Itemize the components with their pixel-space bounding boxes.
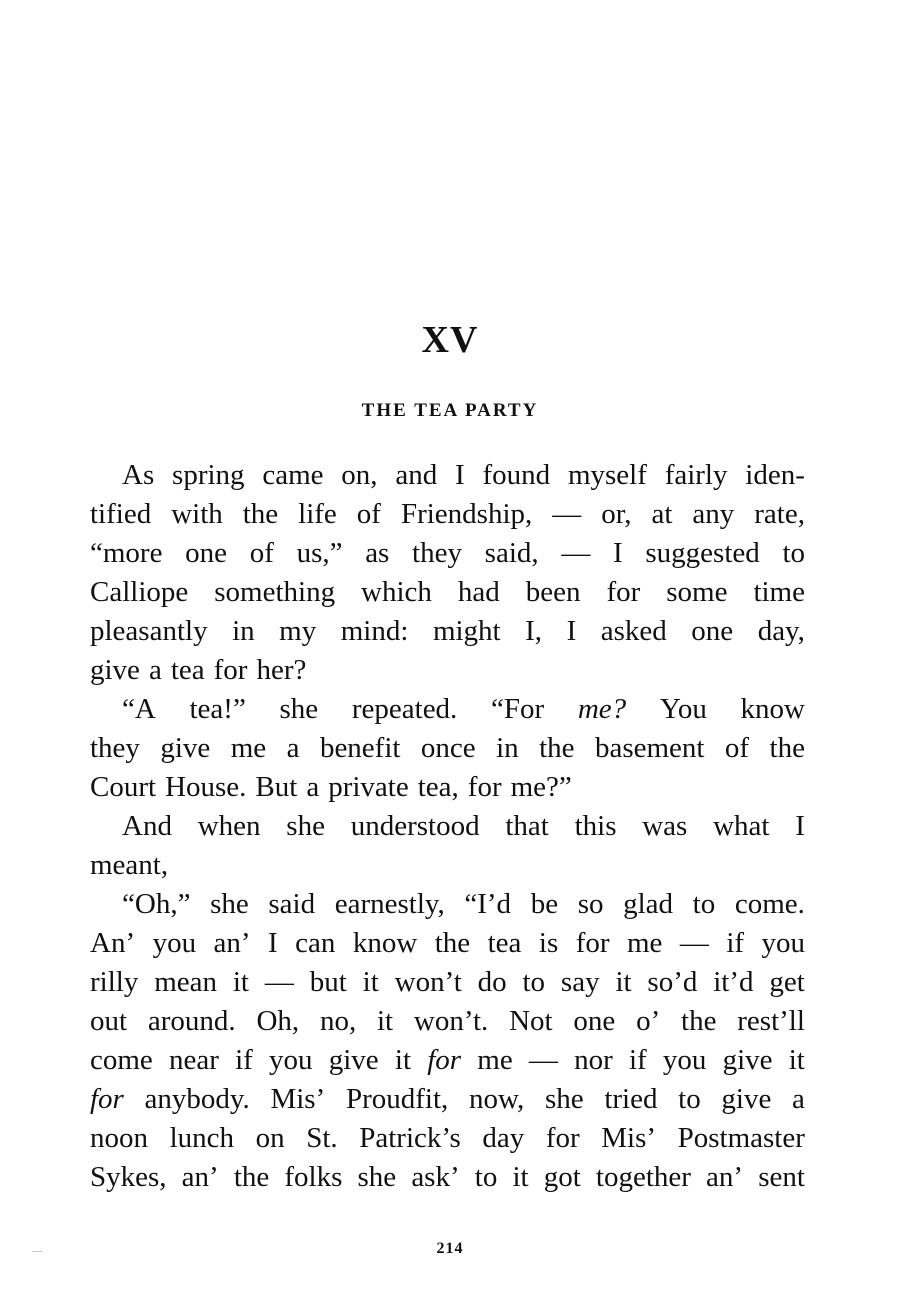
word: — [679, 927, 709, 959]
word: in [496, 732, 519, 764]
word: said [268, 888, 316, 920]
word: tea [170, 654, 205, 686]
word: the [769, 732, 805, 764]
word: us,” [296, 537, 343, 569]
word: in [232, 615, 255, 647]
word: me? [577, 693, 627, 725]
word: — [552, 498, 582, 530]
word: o’ [636, 1005, 661, 1037]
word: I [566, 615, 577, 647]
word: you [761, 927, 805, 959]
word: meant, [90, 849, 169, 881]
word: had [457, 576, 500, 608]
word: “A [122, 693, 156, 725]
word: out [90, 1005, 128, 1037]
word: a [286, 732, 300, 764]
word: once [420, 732, 476, 764]
word: I [268, 927, 278, 959]
word: day, [757, 615, 805, 647]
word: that [505, 810, 549, 842]
word: to [474, 1161, 498, 1193]
word: can [295, 927, 336, 959]
text-line [90, 885, 805, 924]
word: a [148, 654, 162, 686]
word: for [90, 1083, 124, 1115]
text-line [90, 534, 805, 573]
word: some [666, 576, 728, 608]
word: noon [90, 1122, 148, 1154]
word: near [169, 1044, 219, 1076]
word: of [356, 498, 381, 530]
word: she [279, 693, 319, 725]
word: suggested [645, 537, 760, 569]
word: the [242, 498, 279, 530]
word: it [394, 1044, 412, 1076]
word: “Oh,” [122, 888, 191, 920]
word: as [365, 537, 390, 569]
word: got [543, 1161, 581, 1193]
word: private [328, 771, 409, 803]
word: a [792, 1083, 805, 1115]
word: to [782, 537, 805, 569]
word: me?” [510, 771, 572, 803]
text-line [90, 690, 805, 729]
word: basement [594, 732, 705, 764]
word: rest’ll [737, 1005, 805, 1037]
word: it [788, 1044, 805, 1076]
word: — [264, 966, 294, 998]
word: get [769, 966, 805, 998]
word: if [726, 927, 745, 959]
word: the [681, 1005, 717, 1037]
word: it [376, 1005, 394, 1037]
word: on [255, 1122, 285, 1154]
word: ask’ [411, 1161, 460, 1193]
word: come [90, 1044, 153, 1076]
word: St. [306, 1122, 338, 1154]
word: or, [601, 498, 632, 530]
word: my [279, 615, 317, 647]
word: me [626, 927, 663, 959]
word: know [352, 927, 418, 959]
word: nor [574, 1044, 613, 1076]
text-line [90, 1080, 805, 1119]
word: now, [468, 1083, 525, 1115]
scan-edge-mark [32, 1251, 42, 1252]
word: to [522, 966, 546, 998]
word: fairly [664, 459, 728, 491]
text-line [90, 651, 805, 690]
word: tea, [417, 771, 459, 803]
chapter-title: THE TEA PARTY [361, 400, 539, 421]
word: an’ [181, 1161, 219, 1193]
word: time [753, 576, 805, 608]
word: came [262, 459, 324, 491]
word: for [427, 1044, 462, 1076]
word: one [185, 537, 228, 569]
word: an’ [213, 927, 251, 959]
word: rilly [90, 966, 139, 998]
chapter-number: XV [421, 319, 479, 361]
word: been [525, 576, 581, 608]
word: give [721, 1083, 772, 1115]
text-line [90, 924, 805, 963]
text-line [90, 612, 805, 651]
word: it [362, 966, 379, 998]
word: on, [341, 459, 378, 491]
word: won’t [394, 966, 462, 998]
word: earnestly, [334, 888, 445, 920]
word: you [662, 1044, 707, 1076]
word: And [122, 810, 172, 842]
word: for [575, 927, 610, 959]
word: at [651, 498, 673, 530]
word: mean [154, 966, 218, 998]
word: of [724, 732, 750, 764]
word: Mis’ [601, 1122, 657, 1154]
word: give [722, 1044, 773, 1076]
word: if [235, 1044, 253, 1076]
word: I [613, 537, 623, 569]
word: the [233, 1161, 270, 1193]
word: it [512, 1161, 529, 1193]
text-line [90, 456, 805, 495]
word: You [659, 693, 707, 725]
word: day [482, 1122, 525, 1154]
word: — [561, 537, 591, 569]
text-line [90, 1119, 805, 1158]
word: As [122, 459, 155, 491]
word: glad [623, 888, 674, 920]
word: say [560, 966, 600, 998]
word: an’ [706, 1161, 744, 1193]
word: what [713, 810, 770, 842]
word: they [412, 537, 462, 569]
word: mind: [340, 615, 409, 647]
word: pleasantly [90, 615, 208, 647]
word: — [528, 1044, 558, 1076]
text-line [90, 768, 805, 807]
word: any [692, 498, 735, 530]
word: for [467, 771, 502, 803]
word: repeated. [351, 693, 458, 725]
word: her? [256, 654, 307, 686]
word: iden- [745, 459, 805, 491]
word: said, [484, 537, 539, 569]
word: But [255, 771, 298, 803]
word: it [615, 966, 632, 998]
word: but [309, 966, 347, 998]
word: one [573, 1005, 616, 1037]
word: she [286, 810, 325, 842]
word: asked [600, 615, 667, 647]
text-line [90, 807, 805, 846]
word: understood [350, 810, 480, 842]
word: give [328, 1044, 379, 1076]
word: “I’d [464, 888, 512, 920]
word: “more [90, 537, 163, 569]
word: they [90, 732, 140, 764]
word: know [740, 693, 805, 725]
word: this [574, 810, 617, 842]
word: found [482, 459, 551, 491]
word: Postmaster [677, 1122, 805, 1154]
word: when [197, 810, 261, 842]
word: come. [734, 888, 805, 920]
word: it’d [713, 966, 754, 998]
word: tified [90, 498, 152, 530]
text-line [90, 846, 805, 885]
word: Oh, [256, 1005, 300, 1037]
word: you [269, 1044, 313, 1076]
text-line [90, 1158, 805, 1197]
word: tea!” [189, 693, 246, 725]
word: to [678, 1083, 701, 1115]
body-text [90, 456, 805, 1197]
word: sent [758, 1161, 805, 1193]
word: the [434, 927, 471, 959]
word: tea [487, 927, 522, 959]
word: something [214, 576, 336, 608]
word: if [628, 1044, 647, 1076]
text-line [90, 573, 805, 612]
text-line [90, 1041, 805, 1080]
word: I, [525, 615, 543, 647]
word: Not [509, 1005, 553, 1037]
word: you [152, 927, 197, 959]
word: is [538, 927, 559, 959]
word: House. [165, 771, 247, 803]
word: Calliope [90, 576, 189, 608]
text-line [90, 495, 805, 534]
word: Friendship, [400, 498, 533, 530]
word: so [577, 888, 604, 920]
word: with [171, 498, 223, 530]
word: me [230, 732, 267, 764]
word: the [539, 732, 575, 764]
word: benefit [319, 732, 401, 764]
word: myself [567, 459, 647, 491]
text-line [90, 729, 805, 768]
text-line [90, 963, 805, 1002]
word: Proudfit, [345, 1083, 449, 1115]
word: around. [147, 1005, 236, 1037]
word: she [544, 1083, 584, 1115]
word: of [249, 537, 274, 569]
word: “For [490, 693, 545, 725]
word: might [432, 615, 501, 647]
word: lunch [169, 1122, 235, 1154]
word: together [595, 1161, 691, 1193]
word: Patrick’s [359, 1122, 461, 1154]
word: be [530, 888, 559, 920]
page-number: 214 [436, 1240, 464, 1257]
word: she [210, 888, 249, 920]
word: a [306, 771, 320, 803]
word: it [232, 966, 249, 998]
word: for [545, 1122, 580, 1154]
word: won’t. [413, 1005, 489, 1037]
word: rate, [754, 498, 805, 530]
text-line [90, 1002, 805, 1041]
word: Sykes, [90, 1161, 167, 1193]
word: I [795, 810, 805, 842]
word: and [395, 459, 438, 491]
word: I [455, 459, 465, 491]
word: spring [172, 459, 245, 491]
word: life [298, 498, 337, 530]
word: which [361, 576, 432, 608]
word: Mis’ [270, 1083, 326, 1115]
word: no, [319, 1005, 357, 1037]
word: one [691, 615, 734, 647]
word: to [692, 888, 716, 920]
word: was [642, 810, 688, 842]
word: Court [90, 771, 157, 803]
word: An’ [90, 927, 136, 959]
word: so’d [647, 966, 698, 998]
word: folks [284, 1161, 343, 1193]
word: me [477, 1044, 513, 1076]
word: for [213, 654, 248, 686]
word: anybody. [144, 1083, 250, 1115]
word: for [606, 576, 641, 608]
word: do [477, 966, 507, 998]
word: tried [604, 1083, 658, 1115]
word: she [357, 1161, 397, 1193]
word: give [160, 732, 211, 764]
word: give [90, 654, 140, 686]
